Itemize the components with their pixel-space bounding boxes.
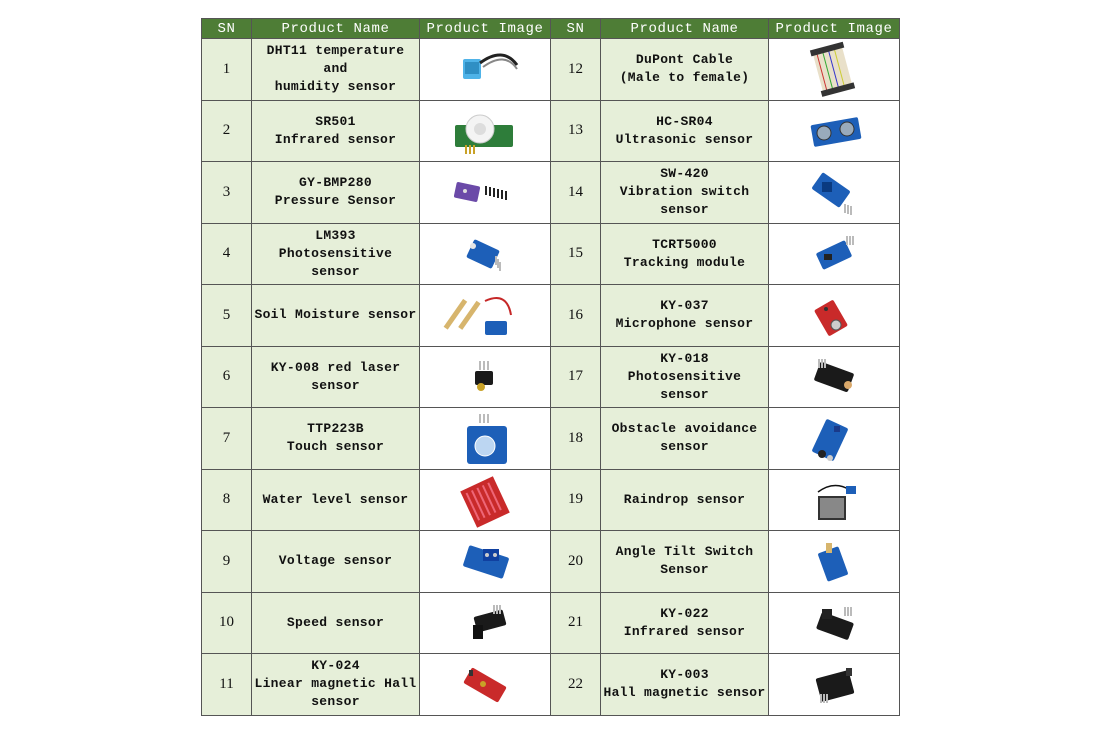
product-name-line: Infrared sensor: [623, 623, 746, 639]
table-row: [202, 531, 900, 593]
table-body: [202, 39, 900, 716]
ky018-photo-icon: [774, 349, 894, 405]
product-image: [769, 39, 900, 101]
product-name-line: SR501: [315, 113, 356, 129]
product-image: [769, 346, 900, 408]
product-image: [769, 408, 900, 470]
serial-number: 11: [202, 654, 252, 716]
serial-number: 12: [551, 39, 601, 101]
product-name: [601, 592, 769, 654]
product-name: [252, 531, 420, 593]
laser-sensor-icon: [425, 349, 545, 405]
product-name: [252, 162, 420, 224]
product-name: [601, 39, 769, 101]
product-name: [601, 285, 769, 347]
table-header-row: [202, 19, 900, 39]
serial-number: 20: [551, 531, 601, 593]
product-name-line: Tracking module: [623, 254, 746, 270]
product-name: [601, 346, 769, 408]
pir-sensor-icon: [425, 103, 545, 159]
product-name-line: Voltage sensor: [278, 553, 393, 569]
product-name-line: HC-SR04: [656, 113, 713, 129]
serial-number: 8: [202, 469, 252, 531]
product-name-line: sensor: [311, 377, 360, 393]
product-name: [601, 469, 769, 531]
product-name-line: Pressure Sensor: [274, 193, 397, 209]
product-name-line: TTP223B: [307, 421, 364, 437]
product-name: [601, 100, 769, 162]
photosensitive-module-icon: [425, 226, 545, 282]
product-image: [769, 654, 900, 716]
serial-number: 9: [202, 531, 252, 593]
ir-receiver-icon: [774, 595, 894, 651]
serial-number: 2: [202, 100, 252, 162]
product-name-line: Hall magnetic sensor: [603, 685, 766, 701]
serial-number: 10: [202, 592, 252, 654]
serial-number: 19: [551, 469, 601, 531]
header-product-name: Product Name: [601, 19, 769, 39]
product-name: [252, 592, 420, 654]
product-name: [252, 346, 420, 408]
table-row: [202, 285, 900, 347]
product-image: [420, 285, 551, 347]
product-name-line: Obstacle avoidance: [611, 421, 758, 437]
product-name-line: sensor: [660, 439, 709, 455]
table-row: [202, 654, 900, 716]
header-product-name: Product Name: [252, 19, 420, 39]
product-name: [601, 223, 769, 285]
table-row: [202, 39, 900, 101]
product-image: [420, 531, 551, 593]
product-name: [252, 223, 420, 285]
serial-number: 6: [202, 346, 252, 408]
tilt-switch-icon: [774, 533, 894, 589]
serial-number: 13: [551, 100, 601, 162]
product-image: [769, 531, 900, 593]
header-product-image: Product Image: [420, 19, 551, 39]
serial-number: 7: [202, 408, 252, 470]
product-name-line: Ultrasonic sensor: [615, 131, 754, 147]
voltage-sensor-icon: [425, 533, 545, 589]
linear-hall-icon: [425, 656, 545, 712]
table-row: [202, 469, 900, 531]
serial-number: 16: [551, 285, 601, 347]
product-name-line: Infrared sensor: [274, 131, 397, 147]
serial-number: 4: [202, 223, 252, 285]
product-name: [252, 39, 420, 101]
product-image: [769, 162, 900, 224]
product-image: [420, 39, 551, 101]
product-name-line: GY-BMP280: [299, 175, 372, 191]
product-table-container: [201, 18, 900, 716]
speed-sensor-icon: [425, 595, 545, 651]
microphone-sensor-icon: [774, 287, 894, 343]
product-image: [420, 654, 551, 716]
serial-number: 22: [551, 654, 601, 716]
serial-number: 1: [202, 39, 252, 101]
header-sn: SN: [202, 19, 252, 39]
product-name: [252, 100, 420, 162]
product-image: [769, 223, 900, 285]
serial-number: 21: [551, 592, 601, 654]
product-name-line: Angle Tilt Switch: [615, 544, 754, 560]
table-row: [202, 100, 900, 162]
table-row: [202, 162, 900, 224]
product-name-line: Photosensitive sensor: [627, 368, 742, 402]
product-name-line: Soil Moisture sensor: [254, 307, 417, 323]
product-image: [420, 223, 551, 285]
product-name: [601, 162, 769, 224]
product-name-line: Microphone sensor: [615, 316, 754, 332]
product-name-line: humidity sensor: [274, 79, 397, 95]
product-image: [769, 100, 900, 162]
product-name-line: Touch sensor: [286, 439, 385, 455]
ultrasonic-sensor-icon: [774, 103, 894, 159]
table-row: [202, 592, 900, 654]
serial-number: 15: [551, 223, 601, 285]
raindrop-sensor-icon: [774, 472, 894, 528]
vibration-sensor-icon: [774, 164, 894, 220]
serial-number: 3: [202, 162, 252, 224]
obstacle-sensor-icon: [774, 410, 894, 466]
dht11-sensor-icon: [425, 41, 545, 97]
product-image: [769, 469, 900, 531]
product-name-line: Raindrop sensor: [623, 491, 746, 507]
pressure-sensor-icon: [425, 164, 545, 220]
product-name-line: Speed sensor: [286, 614, 385, 630]
product-name: [601, 408, 769, 470]
serial-number: 14: [551, 162, 601, 224]
product-name: [252, 469, 420, 531]
product-name: [601, 654, 769, 716]
touch-sensor-icon: [425, 410, 545, 466]
product-name-line: DHT11 temperature and: [266, 43, 405, 77]
product-name-line: KY-003: [660, 667, 709, 683]
product-name-line: KY-018: [660, 350, 709, 366]
header-product-image: Product Image: [769, 19, 900, 39]
product-name: [252, 654, 420, 716]
product-name: [252, 408, 420, 470]
product-name-line: DuPont Cable: [635, 52, 734, 68]
product-image: [420, 408, 551, 470]
product-name-line: LM393: [315, 227, 356, 243]
product-image: [420, 346, 551, 408]
soil-moisture-icon: [425, 287, 545, 343]
product-name-line: KY-022: [660, 605, 709, 621]
product-image: [420, 592, 551, 654]
water-level-icon: [425, 472, 545, 528]
product-table: [201, 18, 900, 716]
product-name-line: KY-024: [311, 658, 360, 674]
product-name-line: (Male to female): [619, 70, 750, 86]
tracking-module-icon: [774, 226, 894, 282]
table-row: [202, 408, 900, 470]
product-name-line: Vibration switch: [619, 184, 750, 200]
product-image: [769, 592, 900, 654]
product-name-line: SW-420: [660, 166, 709, 182]
product-name: [252, 285, 420, 347]
product-name-line: KY-008 red laser: [270, 359, 401, 375]
dupont-cable-icon: [774, 41, 894, 97]
product-name-line: Photosensitive sensor: [278, 245, 393, 279]
table-row: [202, 346, 900, 408]
serial-number: 17: [551, 346, 601, 408]
product-image: [769, 285, 900, 347]
product-name-line: Linear magnetic Hall: [254, 676, 417, 692]
product-image: [420, 162, 551, 224]
product-name-line: KY-037: [660, 298, 709, 314]
serial-number: 5: [202, 285, 252, 347]
product-image: [420, 469, 551, 531]
hall-sensor-icon: [774, 656, 894, 712]
product-name: [601, 531, 769, 593]
table-row: [202, 223, 900, 285]
product-name-line: Water level sensor: [262, 491, 409, 507]
product-name-line: TCRT5000: [652, 236, 717, 252]
serial-number: 18: [551, 408, 601, 470]
product-name-line: sensor: [660, 202, 709, 218]
product-name-line: Sensor: [660, 562, 709, 578]
product-name-line: sensor: [311, 694, 360, 710]
header-sn: SN: [551, 19, 601, 39]
product-image: [420, 100, 551, 162]
